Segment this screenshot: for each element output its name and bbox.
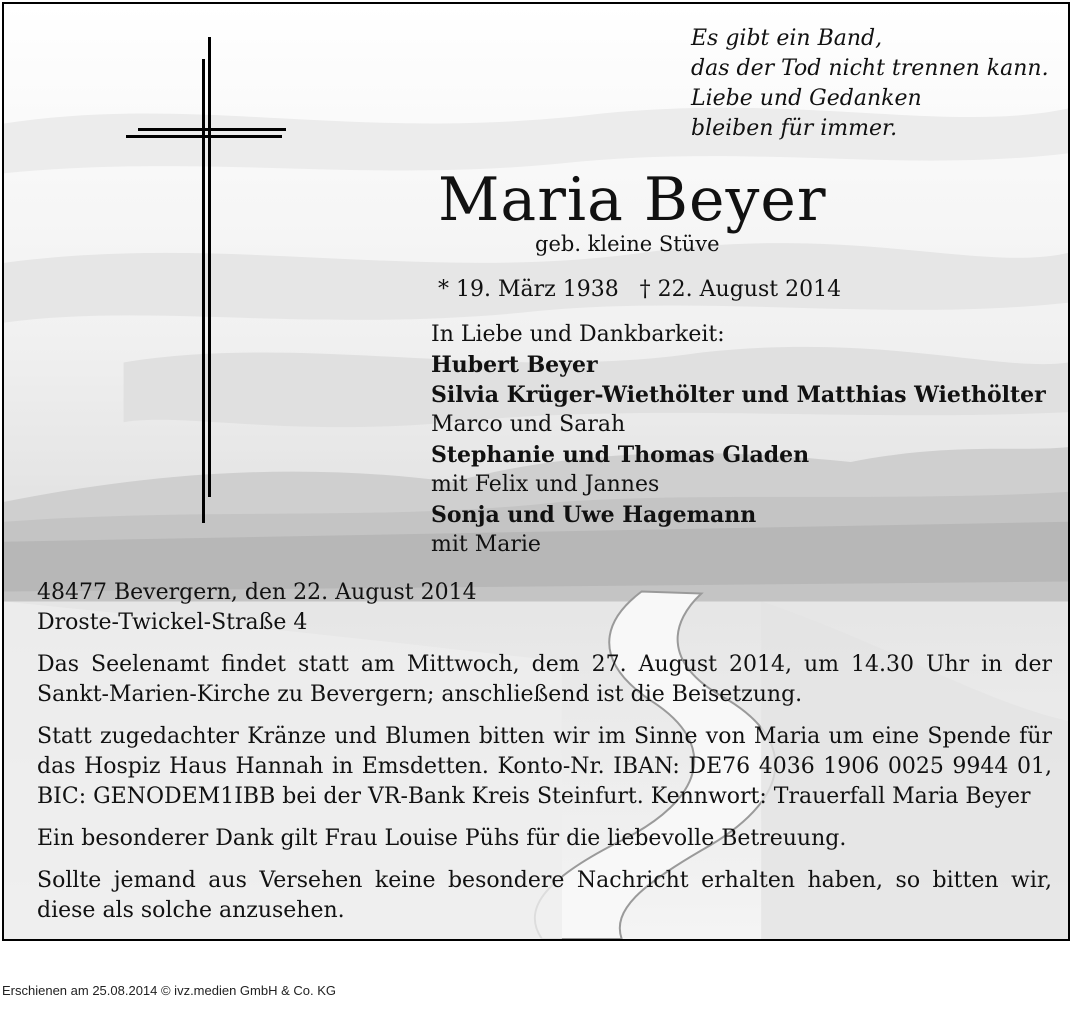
mourner-children: mit Marie <box>431 532 541 557</box>
mourner-children: mit Felix und Jannes <box>431 472 660 497</box>
verse-line: Liebe und Gedanken <box>691 86 922 111</box>
address-block <box>37 578 477 638</box>
verse-line: das der Tod nicht trennen kann. <box>691 56 1049 81</box>
mourner-name: Hubert Beyer <box>431 352 598 378</box>
maiden-name: geb. kleine Stüve <box>535 232 720 256</box>
mourner-name: Sonja und Uwe Hagemann <box>431 502 757 528</box>
verse-line: Es gibt ein Band, <box>691 26 883 51</box>
mourner-name: Stephanie und Thomas Gladen <box>431 442 810 468</box>
funeral-info: Das Seelenamt findet statt am Mittwoch, dem 27. August 2014, um 14.30 Uhr in der Sankt-Marien-Kirche zu Bevergern; anschließend ist die Beisetzung. <box>37 652 1052 707</box>
mourner-name: Silvia Krüger-Wiethölter und Matthias Wiethölter <box>431 382 1046 408</box>
mourner-children: Marco und Sarah <box>431 412 626 437</box>
verse-line: bleiben für immer. <box>691 116 898 141</box>
life-dates: * 19. März 1938 † 22. August 2014 <box>438 277 842 302</box>
place-and-date: 48477 Bevergern, den 22. August 2014 <box>37 580 477 605</box>
thanks-note: Ein besonderer Dank gilt Frau Louise Pühs für die liebevolle Betreuung. <box>37 826 847 851</box>
donation-info: Statt zugedachter Kränze und Blumen bitten wir im Sinne von Maria um eine Spende für das Hospiz Haus Hannah in Emsdetten. Konto-Nr. IBAN: DE76 4036 1906 0025 9944 01, BIC: GENODEM1IBB bei der VR-Bank Kreis Steinfurt. Kennwort: Trauerfall Maria Beyer <box>37 724 1052 809</box>
memorial-verse <box>691 24 1049 144</box>
closing-note: Sollte jemand aus Versehen keine besondere Nachricht erhalten haben, so bitten wir, diese als solche anzusehen. <box>37 868 1052 923</box>
deceased-name: Maria Beyer <box>438 165 827 235</box>
cross-icon <box>124 37 290 527</box>
publication-footer: Erschienen am 25.08.2014 © ivz.medien GmbH & Co. KG <box>2 983 337 998</box>
street-address: Droste-Twickel-Straße 4 <box>37 610 308 635</box>
obituary-notice <box>2 2 1070 941</box>
mourners-intro: In Liebe und Dankbarkeit: <box>431 322 725 347</box>
mourners-list <box>431 320 1046 560</box>
notice-body <box>37 650 1052 938</box>
